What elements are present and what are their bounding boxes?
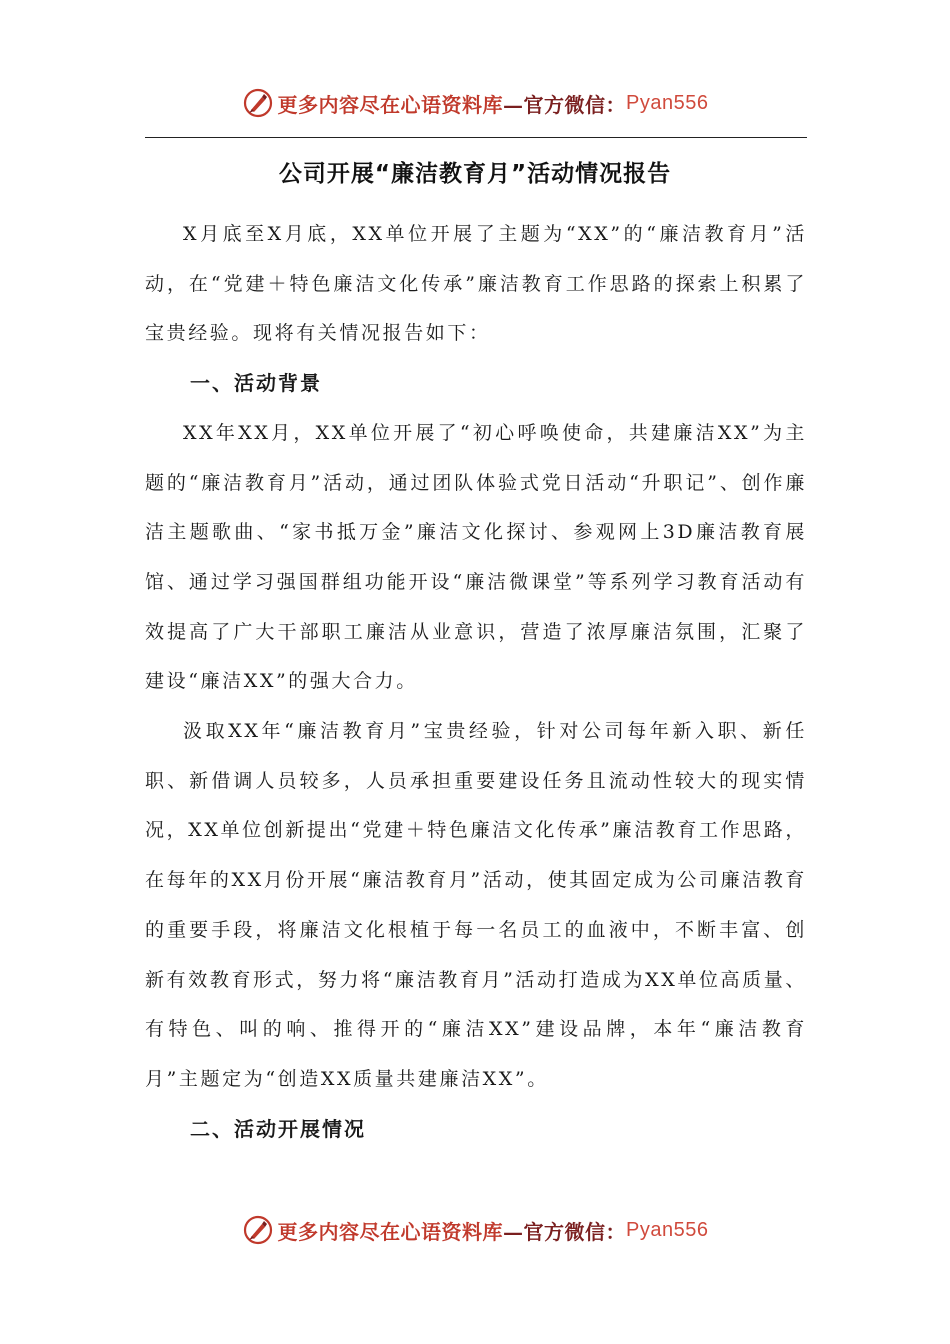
watermark-banner-top [0,83,950,123]
pen-circle-logo-icon [242,1214,274,1246]
watermark-text-wechat-label: —官方微信： [503,92,627,117]
watermark-text-main: 更多内容尽在心语资料库 [277,92,504,117]
pen-circle-logo-icon [242,87,274,119]
document-title: 公司开展“廉洁教育月”活动情况报告 [278,161,672,187]
watermark-text-wechat-id: Pyan556 [626,91,709,114]
document-body [145,210,807,1154]
section-heading-background: 一、活动背景 [190,371,322,396]
watermark-banner-bottom [0,1210,950,1250]
watermark-text-wechat-label: —官方微信： [503,1219,627,1244]
intro-paragraph: X月底至X月底，XX单位开展了主题为“XX”的“廉洁教育月”活动，在“党建＋特色廉洁文化传承”廉洁教育工作思路的探索上积累了宝贵经验。现将有关情况报告如下： [145,223,807,345]
section-heading-activities: 二、活动开展情况 [190,1116,366,1141]
watermark-text-main: 更多内容尽在心语资料库 [277,1219,504,1244]
watermark-text-wechat-id: Pyan556 [626,1218,709,1241]
background-paragraph-1: XX年XX月，XX单位开展了“初心呼唤使命，共建廉洁XX”为主题的“廉洁教育月”活动，通过团队体验式党日活动“升职记”、创作廉洁主题歌曲、“家书抵万金”廉洁文化探讨、参观网上3D廉洁教育展馆、通过学习强国群组功能开设“廉洁微课堂”等系列学习教育活动有效提高了广大干部职工廉洁从业意识，营造了浓厚廉洁氛围，汇聚了建设“廉洁XX”的强大合力。 [145,421,807,693]
header-divider [145,137,807,138]
background-paragraph-2: 汲取XX年“廉洁教育月”宝贵经验，针对公司每年新入职、新任职、新借调人员较多，人员承担重要建设任务且流动性较大的现实情况，XX单位创新提出“党建＋特色廉洁文化传承”廉洁教育工作思路，在每年的XX月份开展“廉洁教育月”活动，使其固定成为公司廉洁教育的重要手段，将廉洁文化根植于每一名员工的血液中，不断丰富、创新有效教育形式，努力将“廉洁教育月”活动打造成为XX单位高质量、有特色、叫的响、推得开的“廉洁XX”建设品牌，本年“廉洁教育月”主题定为“创造XX质量共建廉洁XX”。 [145,720,807,1090]
